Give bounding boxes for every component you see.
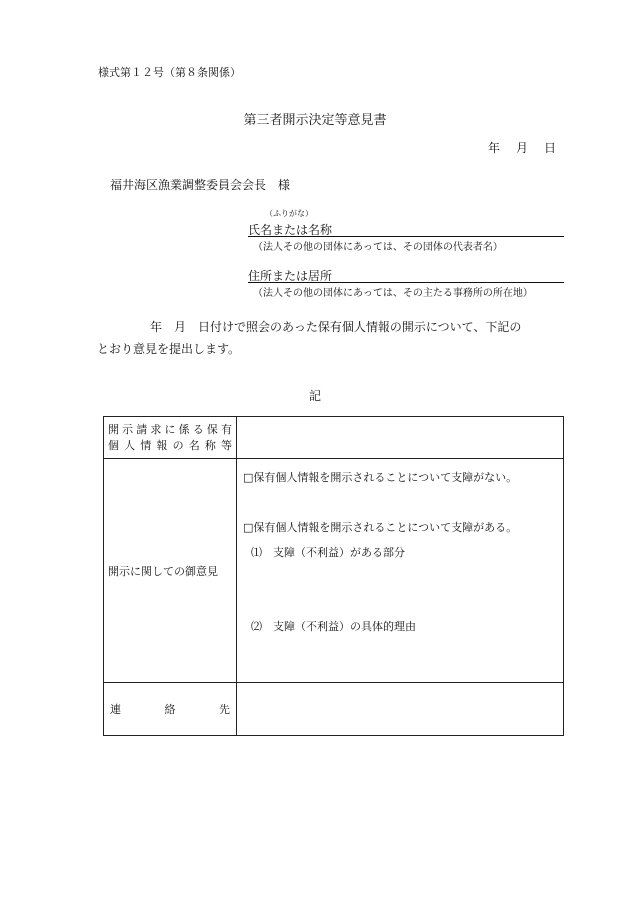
info-name-label-line-2-char: 称 — [204, 438, 216, 452]
table-row-opinion — [104, 459, 564, 683]
contact-label-char: 連 — [110, 703, 121, 716]
contact-value-cell — [237, 683, 564, 736]
info-name-label-line-1-char: 保 — [206, 422, 218, 436]
table-row-contact — [104, 683, 564, 736]
address-underline — [248, 282, 564, 283]
info-name-label-line-1-char: 開 — [108, 422, 119, 436]
name-note: （法人その他の団体にあっては、その団体の代表者名） — [253, 242, 503, 253]
info-name-label-line-2-char: の — [172, 438, 184, 452]
info-name-label-line-2 — [108, 438, 232, 454]
ki-heading: 記 — [308, 389, 321, 403]
date-year: 年 — [488, 141, 501, 155]
info-name-label-line-2-char: 等 — [220, 438, 232, 452]
body-text-line-1: 年 月 日付けで照会のあった保有個人情報の開示について、下記の — [150, 320, 522, 334]
opinion-table — [103, 416, 564, 736]
info-name-label-line-1 — [108, 422, 232, 438]
info-name-label-line-1-char: 求 — [150, 422, 162, 436]
info-name-label-line-1-char: 示 — [122, 422, 134, 436]
info-name-label-line-1-char: る — [192, 422, 204, 436]
opinion-label-cell: 開示に関しての御意見 — [104, 459, 237, 683]
info-name-label-line-1-char: 有 — [221, 422, 232, 436]
name-underline — [248, 236, 564, 237]
contact-label-char: 絡 — [164, 703, 176, 716]
furigana-label: （ふりがな） — [265, 209, 313, 218]
info-name-label-line-2-char: 情 — [140, 438, 152, 452]
address-note: （法人その他の団体にあっては、その主たる事務所の所在地） — [253, 288, 533, 299]
address-label: 住所または居所 — [248, 269, 333, 283]
info-name-label-line-1-char: に — [164, 422, 176, 436]
info-name-label-line-2-char: 人 — [124, 438, 136, 452]
option-no-issue: □保有個人情報を開示されることについて支障がない。 — [243, 471, 518, 484]
recipient: 福井海区漁業調整委員会会長 様 — [110, 178, 291, 192]
info-name-value-cell — [237, 417, 564, 459]
sub-item-specific-reason: ⑵ 支障（不利益）の具体的理由 — [251, 620, 416, 633]
form-number: 様式第１２号（第８条関係） — [98, 66, 241, 79]
info-name-label-line-1-char: 請 — [136, 422, 148, 436]
name-label: 氏名または名称 — [248, 223, 333, 237]
body-text-line-2: とおり意見を提出します。 — [97, 342, 241, 356]
contact-label — [110, 701, 230, 717]
info-name-label-line-2-char: 名 — [188, 438, 200, 452]
document-title: 第三者開示決定等意見書 — [243, 113, 387, 128]
contact-label-char: 先 — [219, 703, 230, 716]
date-line — [488, 139, 556, 156]
date-day: 日 — [544, 141, 557, 155]
info-name-label-line-2-char: 個 — [108, 438, 119, 452]
opinion-value-cell — [237, 459, 564, 683]
option-issue: □保有個人情報を開示されることについて支障がある。 — [243, 521, 518, 534]
date-month: 月 — [516, 141, 529, 155]
table-row-info-name — [104, 417, 564, 459]
info-name-label-line-1-char: 係 — [178, 422, 190, 436]
contact-label-cell — [104, 683, 237, 736]
sub-item-affected-part: ⑴ 支障（不利益）がある部分 — [251, 546, 405, 559]
info-name-label-line-2-char: 報 — [156, 438, 168, 452]
info-name-label-cell — [104, 417, 237, 459]
